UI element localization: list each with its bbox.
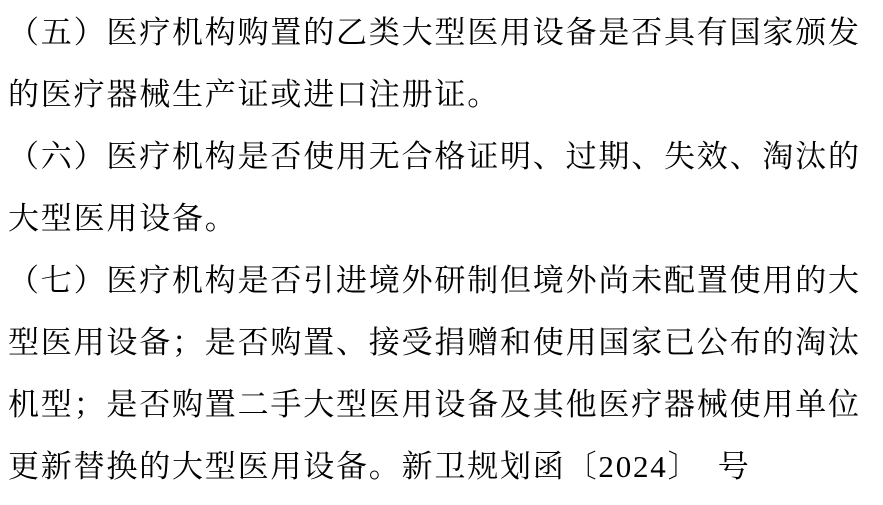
text-line-6: 型医用设备；是否购置、接受捐赠和使用国家已公布的淘汰	[8, 325, 861, 360]
text-line-7: 机型；是否购置二手大型医用设备及其他医疗器械使用单位	[8, 387, 861, 422]
text-line-2: 的医疗器械生产证或进口注册证。	[8, 77, 500, 112]
text-line-1: （五）医疗机构购置的乙类大型医用设备是否具有国家颁发	[8, 15, 861, 50]
text-line-4: 大型医用设备。	[8, 201, 238, 236]
text-line-5: （七）医疗机构是否引进境外研制但境外尚未配置使用的大	[8, 263, 861, 298]
text-line-3: （六）医疗机构是否使用无合格证明、过期、失效、淘汰的	[8, 139, 861, 174]
text-line-8: 更新替换的大型医用设备。新卫规划函〔2024〕 号	[8, 449, 751, 484]
